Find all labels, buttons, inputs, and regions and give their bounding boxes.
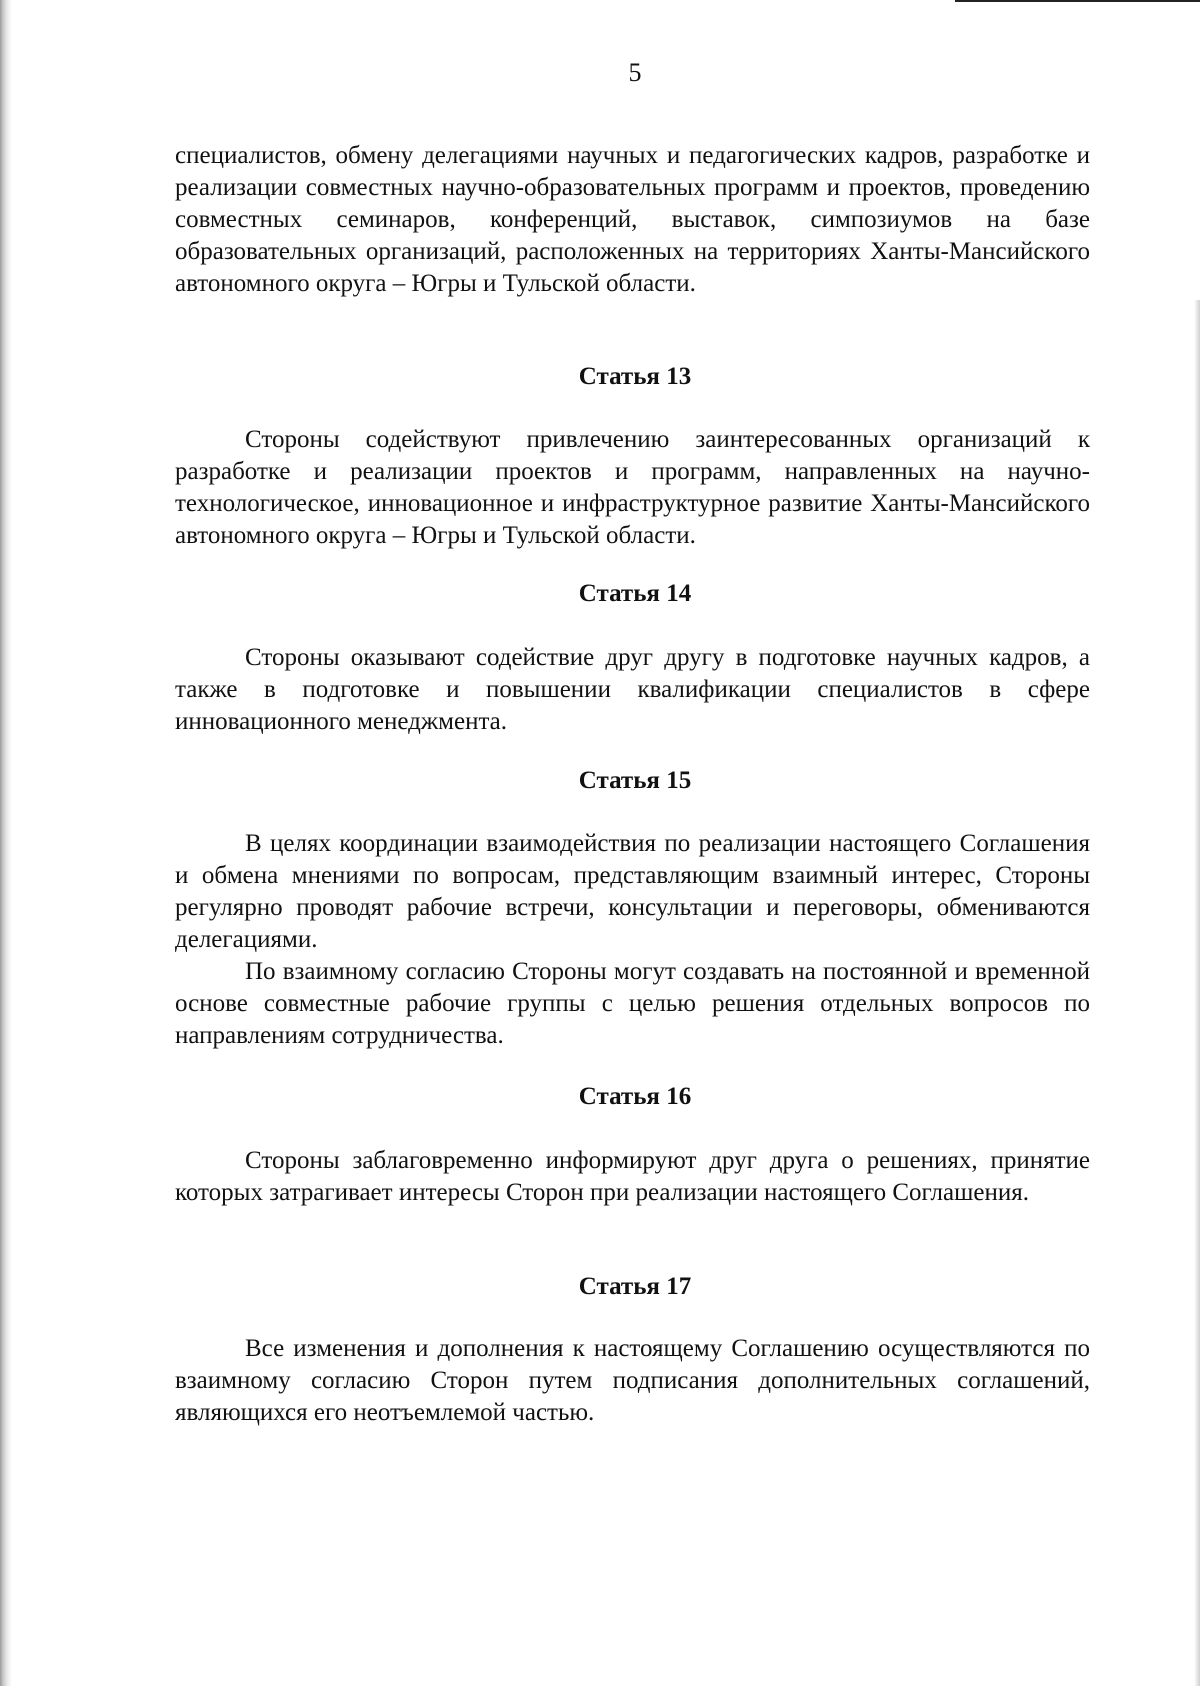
article-14-paragraph-1: Стороны оказывают содействие друг другу в подготовке научных кадров, а также в подготовке и повышении квалификации специалистов в сфере инновационного менеджмента.	[175, 644, 1090, 735]
article-15-paragraph-1: В целях координации взаимодействия по реализации настоящего Соглашения и обмена мнениями по вопросам, представляющим взаимный интерес, Стороны регулярно проводят рабочие встречи, консультации и переговоры, обмениваются делегациями.	[175, 830, 1090, 953]
article-14-heading: Статья 14	[578, 580, 692, 607]
article-16-heading: Статья 16	[578, 1083, 692, 1110]
page-number: 5	[628, 58, 642, 87]
article-16-paragraph-1: Стороны заблаговременно информируют друг друга о решениях, принятие которых затрагивает интересы Сторон при реализации настоящего Соглашения.	[175, 1147, 1090, 1206]
scan-top-line	[955, 0, 1200, 2]
article-17-paragraph-1: Все изменения и дополнения к настоящему Соглашению осуществляются по взаимному согласию Сторон путем подписания дополнительных соглашений, являющихся его неотъемлемой частью.	[175, 1335, 1090, 1426]
intro-paragraph: специалистов, обмену делегациями научных и педагогических кадров, разработке и реализации совместных научно-образовательных программ и проектов, проведению совместных семинаров, конференций, выставок, симпозиумов на базе образовательных организаций, расположенных на территориях Ханты-Мансийского автономного округа – Югры и Тульской области.	[175, 142, 1090, 297]
scan-edge-right	[1194, 300, 1200, 1686]
scan-edge-left	[0, 0, 12, 1686]
article-14-body	[175, 642, 1090, 738]
article-13-heading: Статья 13	[578, 363, 692, 390]
article-16-body	[175, 1145, 1090, 1209]
article-15-paragraph-2: По взаимному согласию Стороны могут создавать на постоянной и временной основе совместные рабочие группы с целью решения отдельных вопросов по направлениям сотрудничества.	[175, 958, 1090, 1049]
article-15-body	[175, 828, 1090, 1052]
intro-block	[175, 140, 1090, 300]
article-13-body	[175, 424, 1090, 552]
article-17-body	[175, 1333, 1090, 1429]
article-13-paragraph-1: Стороны содействуют привлечению заинтересованных организаций к разработке и реализации проектов и программ, направленных на научно-технологическое, инновационное и инфраструктурное развитие Ханты-Мансийского автономного округа – Югры и Тульской области.	[175, 426, 1090, 549]
article-15-heading: Статья 15	[578, 767, 692, 794]
article-17-heading: Статья 17	[578, 1273, 692, 1300]
